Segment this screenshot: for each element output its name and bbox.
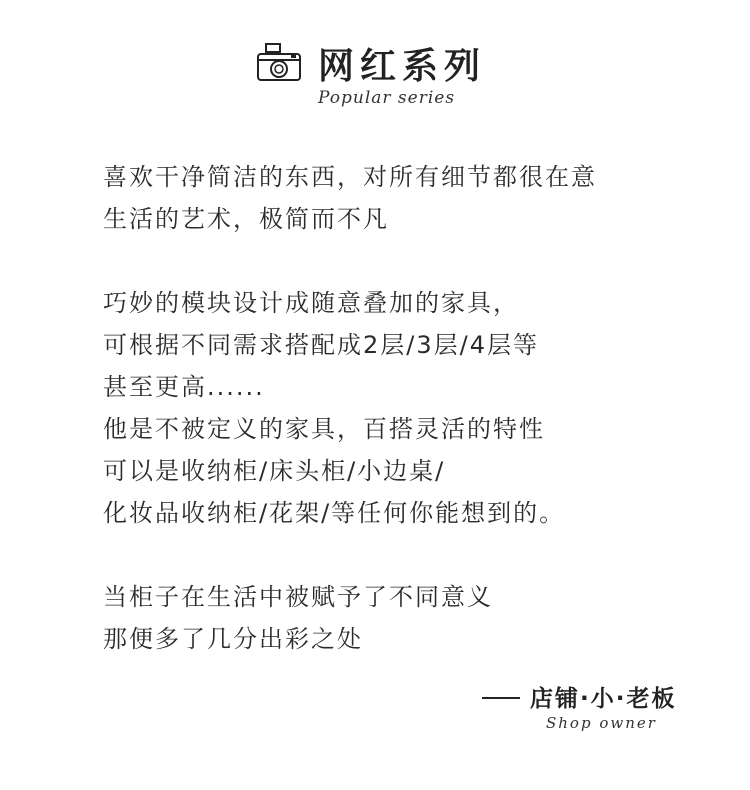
- page-title: 网红系列: [318, 45, 487, 87]
- paragraph-gap: [103, 534, 703, 576]
- text-line: 生活的艺术，极简而不凡: [103, 205, 389, 233]
- paragraph: [103, 282, 703, 534]
- text-line: 他是不被定义的家具，百搭灵活的特性: [103, 415, 545, 443]
- page-subtitle: Popular series: [318, 88, 456, 108]
- text-line: 当柜子在生活中被赋予了不同意义: [103, 583, 493, 611]
- section-header: [0, 36, 750, 116]
- body-text: [103, 156, 703, 660]
- text-line: 可以是收纳柜/床头柜/小边桌/: [103, 457, 446, 485]
- signature-name: 店铺·小·老板: [530, 686, 677, 712]
- paragraph: [103, 576, 703, 660]
- text-line: 那便多了几分出彩之处: [103, 625, 363, 653]
- text-line: 甚至更高......: [103, 373, 265, 401]
- text-line: 化妆品收纳柜/花架/等任何你能想到的。: [103, 499, 566, 527]
- signature: [482, 676, 702, 746]
- text-line: 可根据不同需求搭配成2层/3层/4层等: [103, 331, 539, 359]
- signature-dash: [482, 697, 520, 699]
- camera-icon: [256, 42, 302, 84]
- paragraph: [103, 156, 703, 240]
- paragraph-gap: [103, 240, 703, 282]
- signature-subtitle: Shop owner: [546, 714, 657, 732]
- text-line: 喜欢干净简洁的东西，对所有细节都很在意: [103, 163, 597, 191]
- text-line: 巧妙的模块设计成随意叠加的家具，: [103, 289, 519, 317]
